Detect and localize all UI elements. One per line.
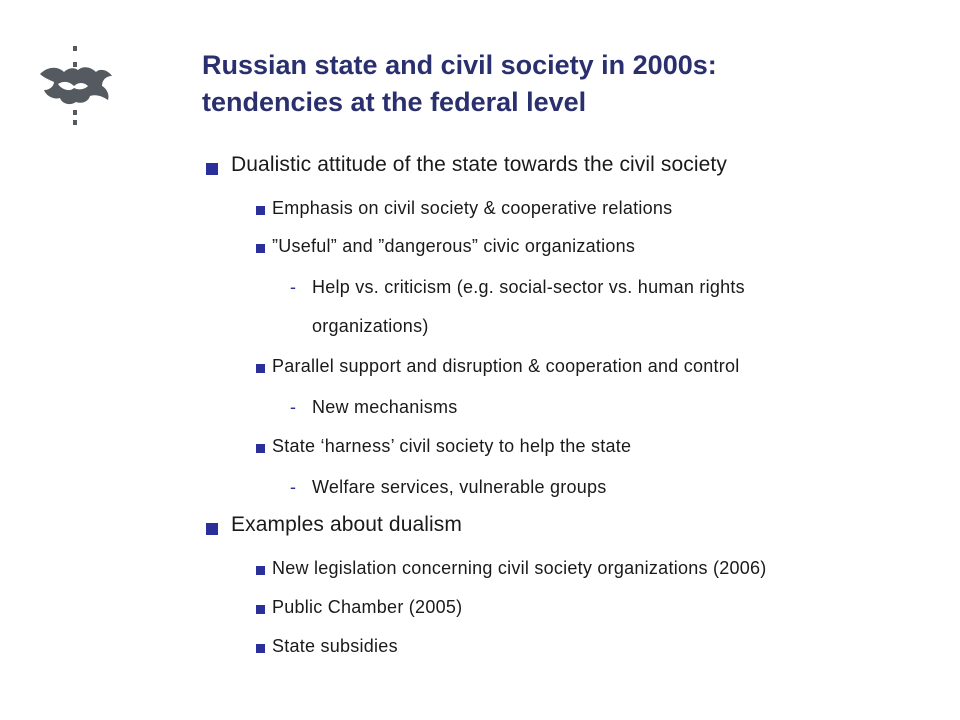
bullet-text: ”Useful” and ”dangerous” civic organizations (272, 236, 636, 256)
dash-marker: - (290, 277, 296, 297)
bullet-text: State subsidies (272, 636, 398, 656)
dash-marker: - (290, 397, 296, 417)
bullet-text: New legislation concerning civil society organizations (2006) (272, 558, 767, 578)
square-bullet-icon (256, 566, 265, 575)
bullet-text: Parallel support and disruption & cooperation and control (272, 356, 740, 376)
square-bullet-icon (256, 644, 265, 653)
slide-title-line-1: Russian state and civil society in 2000s: (202, 50, 717, 80)
square-bullet-icon (256, 206, 265, 215)
square-bullet-icon (256, 244, 265, 253)
bullet-text: State ‘harness’ civil society to help the state (272, 436, 632, 456)
bullet-text: Public Chamber (2005) (272, 597, 463, 617)
square-bullet-icon (206, 163, 218, 175)
square-bullet-icon (206, 523, 218, 535)
bullet-text: Examples about dualism (231, 513, 462, 536)
bullet-text: Welfare services, vulnerable groups (312, 477, 607, 497)
bullet-text: New mechanisms (312, 397, 458, 417)
bullet-text: Help vs. criticism (e.g. social-sector vs. human rights (312, 277, 745, 297)
dash-marker: - (290, 477, 296, 497)
bullet-text: Dualistic attitude of the state towards the civil society (231, 153, 727, 176)
square-bullet-icon (256, 444, 265, 453)
slide-title-line-2: tendencies at the federal level (202, 87, 587, 117)
square-bullet-icon (256, 364, 265, 373)
bullet-text: organizations) (312, 316, 429, 336)
bullet-text: Emphasis on civil society & cooperative relations (272, 198, 673, 218)
square-bullet-icon (256, 605, 265, 614)
